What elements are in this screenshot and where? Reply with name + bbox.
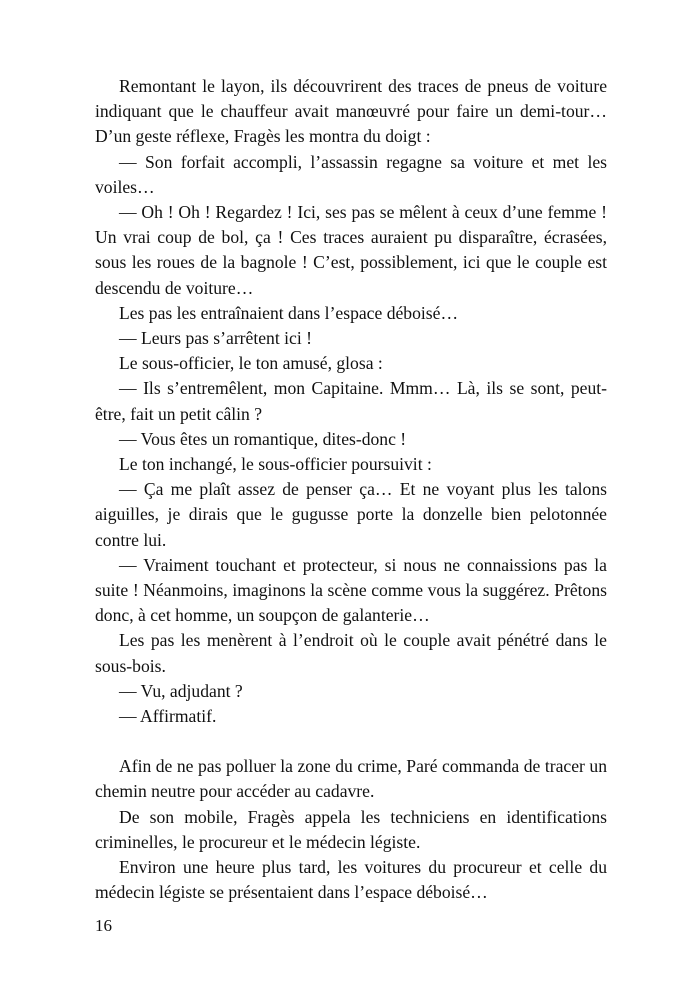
paragraph-2: — Son forfait accompli, l’assassin regagne sa voiture et met les voiles… bbox=[95, 151, 607, 197]
paragraph-8: — Vous êtes un romantique, dites-donc ! bbox=[119, 428, 407, 449]
section-gap bbox=[95, 729, 607, 754]
paragraph-3: — Oh ! Oh ! Regardez ! Ici, ses pas se mêlent à ceux d’une femme ! Un vrai coup de bol, ça ! Ces traces auraient pu disparaître, écrasées, sous les roues de la bagnole ! C’est, possiblement, ici que le couple est descendu de voiture… bbox=[95, 202, 607, 298]
paragraph-6: Le sous-officier, le ton amusé, glosa : bbox=[119, 353, 383, 374]
paragraph-16: De son mobile, Fragès appela les techniciens en identifications criminelles, le procureur et le médecin légiste. bbox=[95, 806, 607, 852]
paragraph-11: — Vraiment touchant et protecteur, si nous ne connaissions pas la suite ! Néanmoins, imaginons la scène comme vous la suggérez. Prêtons donc, à cet homme, un soupçon de galanterie… bbox=[95, 554, 607, 626]
paragraph-12: Les pas les menèrent à l’endroit où le couple avait pénétré dans le sous-bois. bbox=[95, 630, 607, 676]
paragraph-4: Les pas les entraînaient dans l’espace déboisé… bbox=[119, 302, 459, 323]
paragraph-10: — Ça me plaît assez de penser ça… Et ne voyant plus les talons aiguilles, je dirais que le gugusse porte la donzelle bien pelotonnée contre lui. bbox=[95, 479, 607, 550]
paragraph-7: — Ils s’entremêlent, mon Capitaine. Mmm… Là, ils se sont, peut-être, fait un petit câlin ? bbox=[95, 378, 607, 424]
paragraph-17: Environ une heure plus tard, les voitures du procureur et celle du médecin légiste se présentaient dans l’espace déboisé… bbox=[95, 857, 607, 903]
paragraph-1: Remontant le layon, ils découvrirent des traces de pneus de voiture indiquant que le chauffeur avait manœuvré pour faire un demi-tour… D’un geste réflexe, Fragès les montra du doigt : bbox=[95, 76, 607, 147]
paragraph-14: — Affirmatif. bbox=[119, 706, 217, 727]
paragraph-9: Le ton inchangé, le sous-officier poursuivit : bbox=[119, 454, 432, 475]
paragraph-13: — Vu, adjudant ? bbox=[119, 680, 243, 701]
page-number: 16 bbox=[95, 916, 112, 935]
paragraph-5: — Leurs pas s’arrêtent ici ! bbox=[119, 328, 312, 349]
page-body bbox=[95, 74, 607, 906]
paragraph-15: Afin de ne pas polluer la zone du crime, Paré commanda de tracer un chemin neutre pour accéder au cadavre. bbox=[95, 756, 607, 802]
